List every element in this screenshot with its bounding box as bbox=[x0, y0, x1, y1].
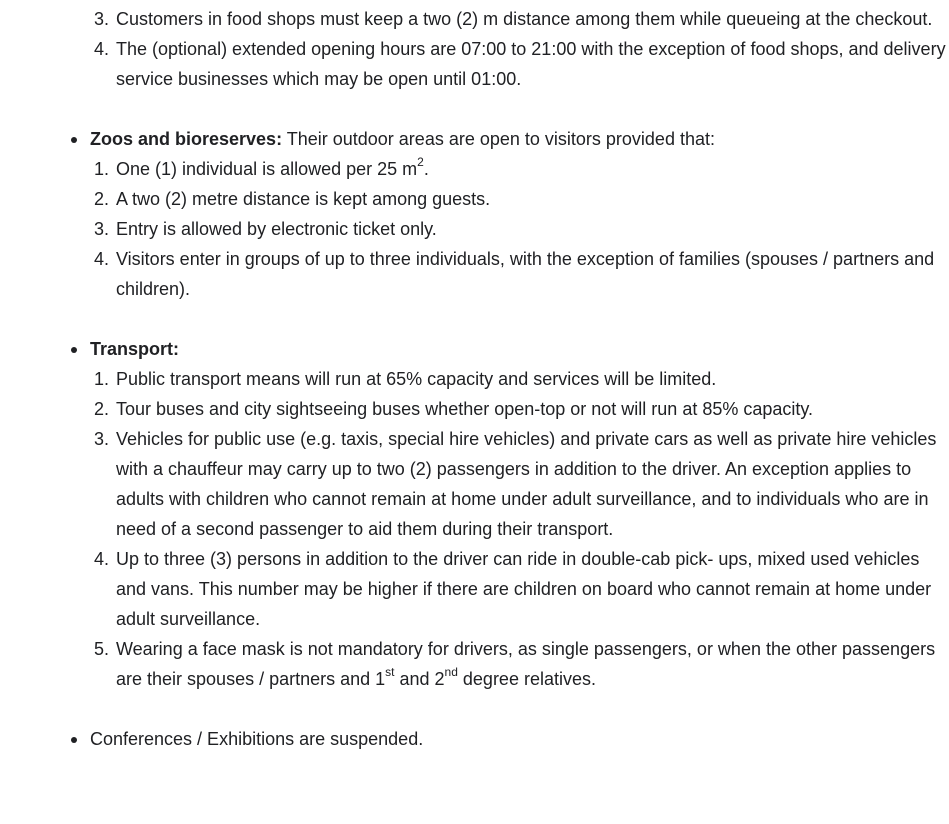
list-item bbox=[0, 214, 949, 244]
list-number: 2. bbox=[94, 189, 110, 209]
food-shops-list bbox=[0, 4, 949, 94]
list-item bbox=[0, 544, 949, 634]
list-item bbox=[0, 184, 949, 214]
list-number: 3. bbox=[94, 219, 110, 239]
bullet-dot-icon bbox=[71, 137, 77, 143]
transport-list bbox=[0, 364, 949, 694]
list-number: 4. bbox=[94, 39, 110, 59]
list-item bbox=[0, 634, 949, 694]
list-item-text: Wearing a face mask is not mandatory for drivers, as single passengers, or when the other passengers are their spouses / partners and 1 bbox=[116, 639, 936, 689]
spacer bbox=[0, 94, 949, 124]
list-item bbox=[0, 34, 949, 94]
spacer bbox=[0, 694, 949, 724]
list-number: 1. bbox=[94, 159, 110, 179]
bullet-heading-line bbox=[0, 124, 949, 154]
list-item bbox=[0, 394, 949, 424]
spacer bbox=[0, 304, 949, 334]
superscript: st bbox=[385, 665, 395, 679]
bullet-item-transport bbox=[0, 334, 949, 724]
document-body bbox=[0, 4, 949, 754]
conferences-text: Conferences / Exhibitions are suspended. bbox=[90, 729, 424, 749]
bullet-dot-icon bbox=[71, 347, 77, 353]
list-item-text: Tour buses and city sightseeing buses whether open-top or not will run at 85% capacity. bbox=[116, 399, 814, 419]
list-item-text: A two (2) metre distance is kept among guests. bbox=[116, 189, 491, 209]
zoos-list bbox=[0, 154, 949, 304]
zoos-heading: Zoos and bioreserves: bbox=[90, 129, 283, 149]
list-item-text: One (1) individual is allowed per 25 m bbox=[116, 159, 418, 179]
list-item-text: Visitors enter in groups of up to three individuals, with the exception of families (spouses / partners and children). bbox=[116, 249, 935, 299]
list-number: 5. bbox=[94, 639, 110, 659]
list-item-text: Customers in food shops must keep a two (2) m distance among them while queueing at the checkout. bbox=[116, 9, 933, 29]
list-item bbox=[0, 244, 949, 304]
list-item-text: Vehicles for public use (e.g. taxis, special hire vehicles) and private cars as well as private hire vehicles with a chauffeur may carry up to two (2) passengers in addition to the driver. An exception applies to adults with children who cannot remain at home under adult surveillance, and to individuals who are in need of a second passenger to aid them during their transport. bbox=[116, 429, 937, 539]
list-number: 3. bbox=[94, 429, 110, 449]
bullet-list bbox=[0, 124, 949, 754]
list-item-text: Public transport means will run at 65% capacity and services will be limited. bbox=[116, 369, 717, 389]
list-number: 4. bbox=[94, 549, 110, 569]
superscript: nd bbox=[444, 665, 458, 679]
list-item-text-end: degree relatives. bbox=[457, 669, 596, 689]
bullet-dot-icon bbox=[71, 737, 77, 743]
bullet-heading-line bbox=[0, 334, 949, 364]
list-item-text: Up to three (3) persons in addition to the driver can ride in double-cab pick- ups, mixed used vehicles and vans. This number may be higher if there are children on board who cannot remain at home under adult surveillance. bbox=[116, 549, 932, 629]
list-item-text: The (optional) extended opening hours are 07:00 to 21:00 with the exception of food shops, and delivery service businesses which may be open until 01:00. bbox=[116, 39, 946, 89]
list-item-text-mid: and 2 bbox=[394, 669, 445, 689]
list-item-text: Entry is allowed by electronic ticket only. bbox=[116, 219, 437, 239]
list-item-text-end: . bbox=[423, 159, 429, 179]
list-number: 4. bbox=[94, 249, 110, 269]
list-number: 3. bbox=[94, 9, 110, 29]
list-item bbox=[0, 364, 949, 394]
transport-heading: Transport: bbox=[90, 339, 180, 359]
bullet-item-zoos bbox=[0, 124, 949, 334]
list-number: 2. bbox=[94, 399, 110, 419]
bullet-item-conferences bbox=[0, 724, 949, 754]
list-item bbox=[0, 4, 949, 34]
zoos-intro: Their outdoor areas are open to visitors provided that: bbox=[282, 129, 715, 149]
list-item bbox=[0, 154, 949, 184]
superscript: 2 bbox=[417, 155, 424, 169]
list-number: 1. bbox=[94, 369, 110, 389]
bullet-text-line bbox=[0, 724, 949, 754]
list-item bbox=[0, 424, 949, 544]
